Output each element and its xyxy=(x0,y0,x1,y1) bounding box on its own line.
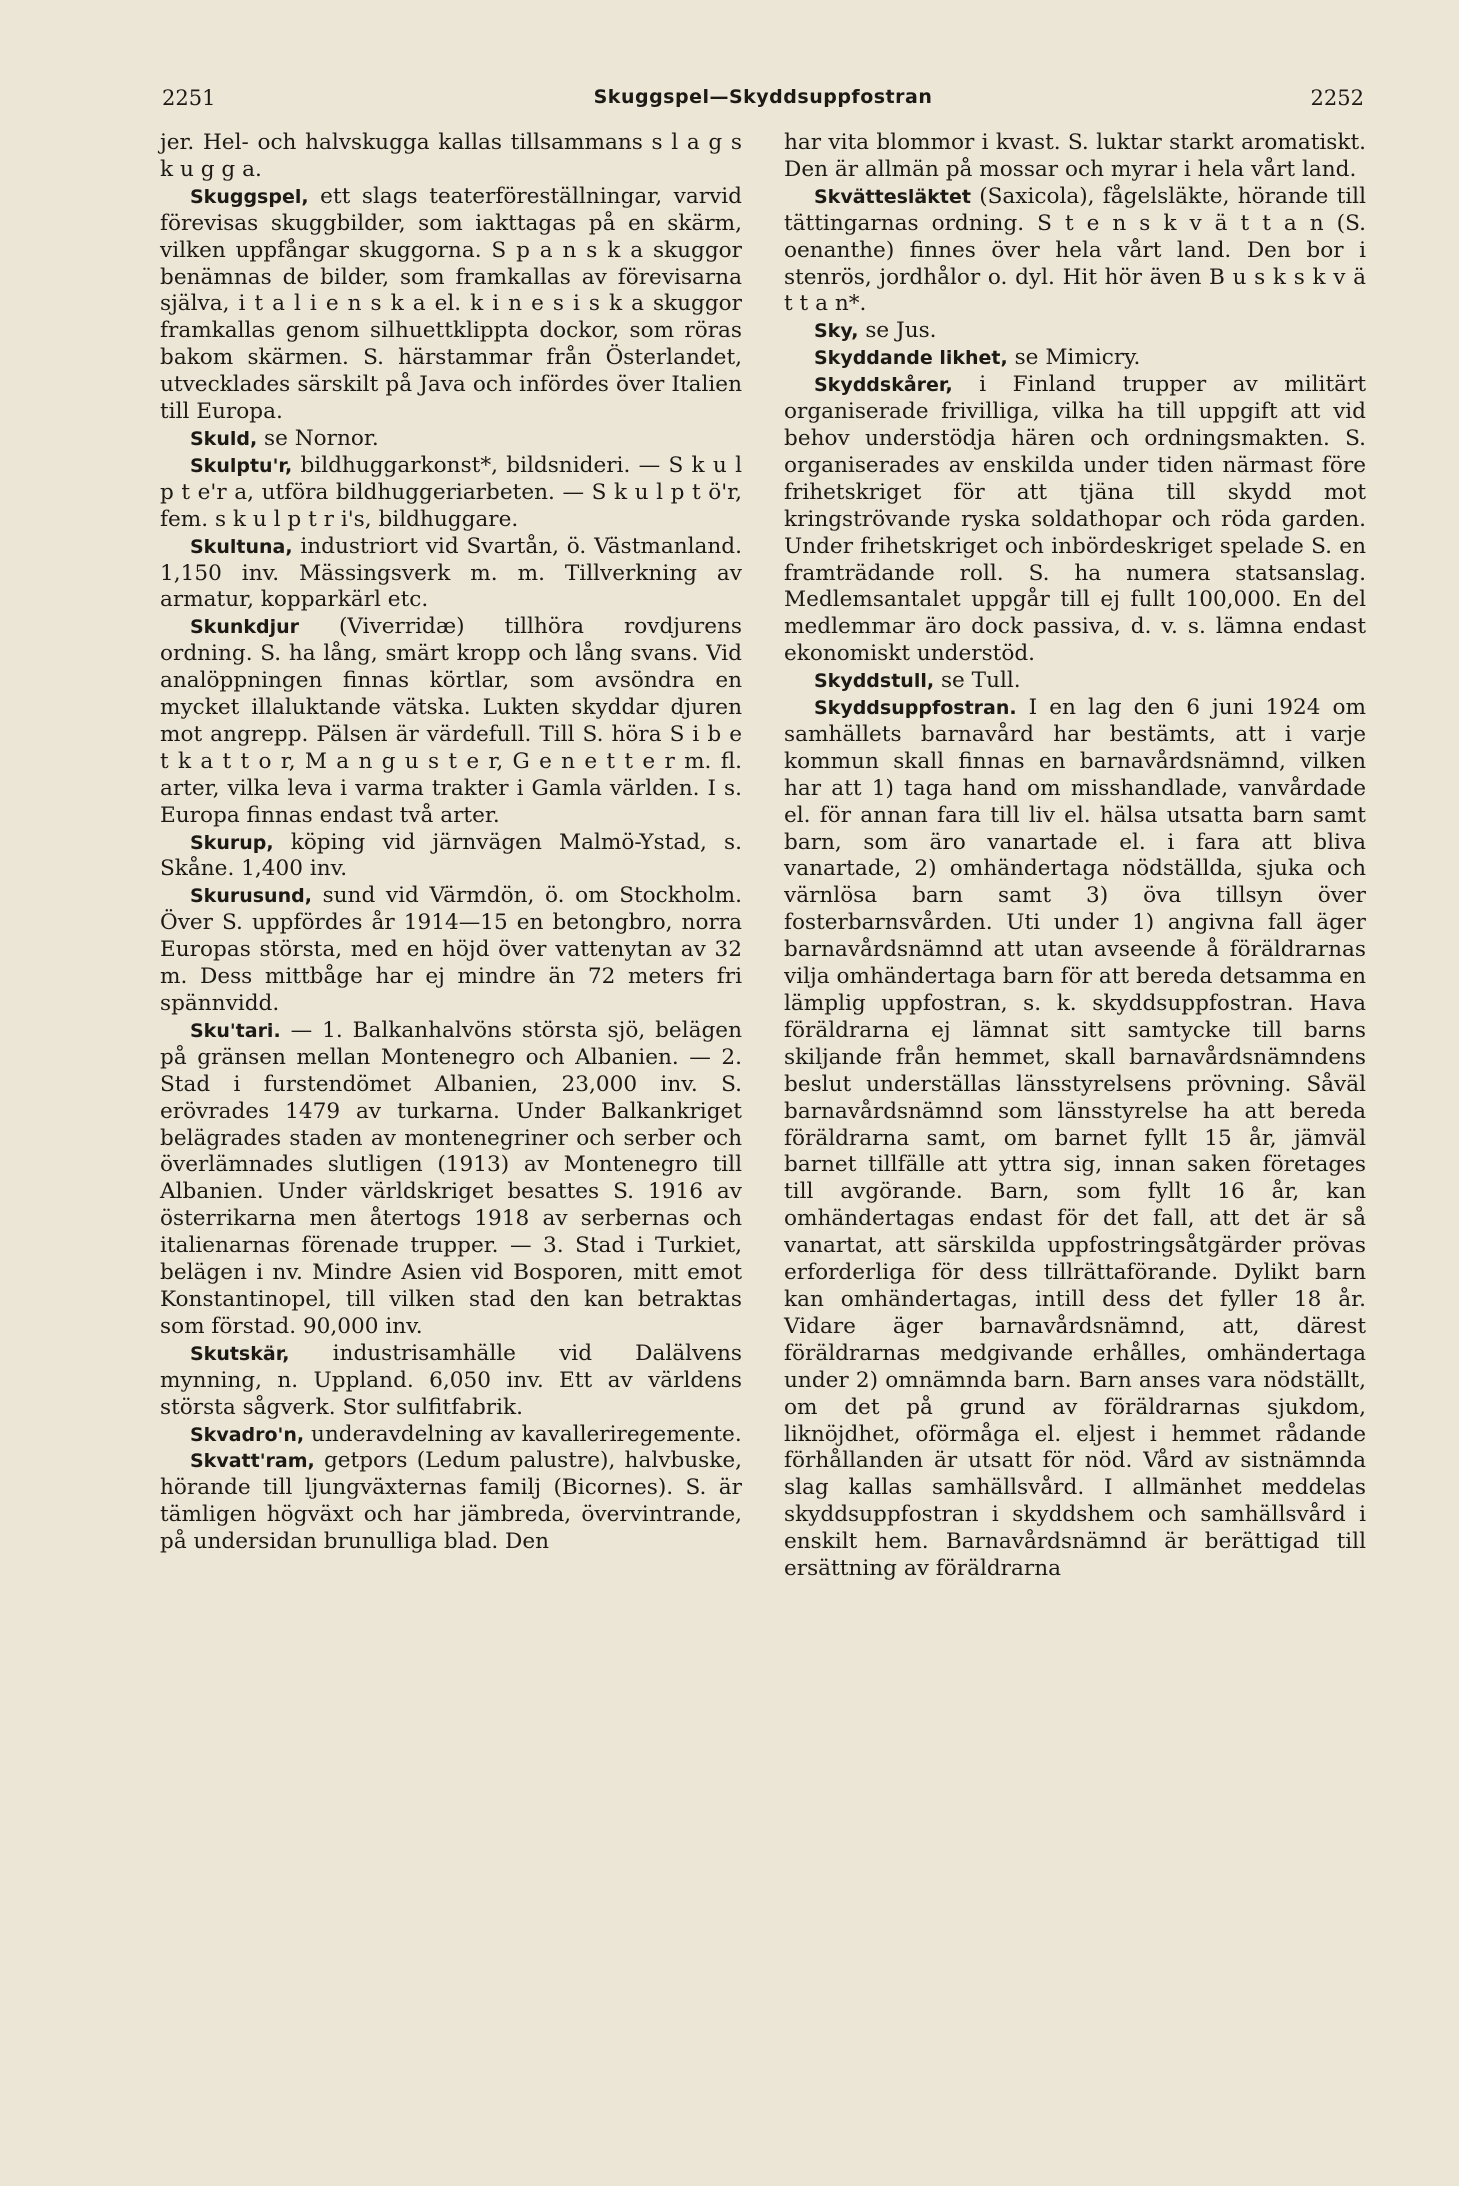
entry-headword: Skyddande likhet, xyxy=(814,347,1008,370)
entry-text: industriort vid Svartån, ö. Västmanland. 1,150 inv. Mässingsverk m. m. Tillverkning av armatur, kopparkärl etc. xyxy=(160,533,742,613)
entry-text: getpors (Ledum palustre), halvbuske, hörande till ljungväxternas familj (Bicornes). S. är tämligen högväxt och har jämbreda, övervintrande, på undersidan brunulliga blad. Den xyxy=(160,1448,742,1555)
entry-text: köping vid järnvägen Malmö-Ystad, s. Skåne. 1,400 inv. xyxy=(160,829,742,882)
entry xyxy=(160,130,742,184)
page-header xyxy=(162,86,1364,126)
entry xyxy=(784,318,1366,345)
entry-headword: Skvättesläktet xyxy=(814,185,971,208)
entry xyxy=(160,1448,742,1556)
entry-headword: Sky, xyxy=(814,320,859,343)
entry xyxy=(160,184,742,426)
entry xyxy=(784,345,1366,372)
entry-text: — 1. Balkanhalvöns största sjö, belägen på gränsen mellan Montenegro och Albanien. — 2. Stad i furstendömet Albanien, 23,000 inv. S. erövrades 1479 av turkarna. Under Balkankriget belägrades staden av montenegriner och serber och överlämnades slutligen (1913) av Montenegro till Albanien. Under världskriget besattes S. 1916 av österrikarna men återtogs 1918 av serbernas och italienarnas förenade trupper. — 3. Stad i Turkiet, belägen i nv. Mindre Asien vid Bosporen, mitt emot Konstantinopel, till vilken stad den kan betraktas som förstad. 90,000 inv. xyxy=(160,1017,742,1339)
entry-headword: Skurusund, xyxy=(190,885,312,908)
entry xyxy=(784,130,1366,184)
entry-text: se Nornor. xyxy=(257,425,379,451)
entry-headword: Skyddskårer, xyxy=(814,374,953,397)
entry-headword: Skutskär, xyxy=(190,1342,290,1365)
running-title: Skuggspel—Skyddsuppfostran xyxy=(593,86,933,108)
entry-headword: Skyddstull, xyxy=(814,670,935,693)
entry-text: underavdelning av kavalleriregemente. xyxy=(304,1421,742,1447)
entry-text: (Viverridæ) tillhöra rovdjurens ordning. S. ha lång, smärt kropp och lång svans. Vid analöppningen finnas körtlar, som avsöndra en mycket illaluktande vätska. Lukten skyddar djuren mot angrepp. Pälsen är värdefull. Till S. höra S i b e t k a t t o r, M a n g u s t e r, G e n e t t e r m. fl. arter, vilka leva i varma trakter i Gamla världen. I s. Europa finnas endast två arter. xyxy=(160,614,742,828)
page-number-right: 2252 xyxy=(1310,86,1364,110)
entry-headword: Skyddsuppfostran. xyxy=(814,697,1017,720)
entry-text: ett slags teaterföreställningar, varvid förevisas skuggbilder, som iakttagas på en skärm, vilken uppfångar skuggorna. S p a n s k a skuggor benämnas de bilder, som framkallas av förevisarna själva, i t a l i e n s k a el. k i n e s i s k a skuggor framkallas genom silhuettklippta dockor, som röras bakom skärmen. S. härstammar från Österlandet, utvecklades särskilt på Java och infördes över Italien till Europa. xyxy=(160,183,742,425)
entry-text: se Tull. xyxy=(934,668,1021,694)
entry-text: bildhuggarkonst*, bildsnideri. — S k u l p t e'r a, utföra bildhuggeriarbeten. — S k u l p t ö'r, fem. s k u l p t r i's, bildhuggare. xyxy=(160,452,742,532)
entry xyxy=(160,1018,742,1341)
left-column xyxy=(160,130,742,1556)
entry-headword: Skulptu'r, xyxy=(190,454,293,477)
entry-text: sund vid Värmdön, ö. om Stockholm. Över S. uppfördes år 1914—15 en betongbro, norra Europas största, med en höjd över vattenytan av 32 m. Dess mittbåge har ej mindre än 72 meters fri spännvidd. xyxy=(160,883,742,1016)
entry xyxy=(784,372,1366,668)
entry-text: se Mimicry. xyxy=(1007,345,1141,371)
entry-headword: Skvadro'n, xyxy=(190,1423,305,1446)
entry xyxy=(160,534,742,615)
entry xyxy=(784,184,1366,319)
entry xyxy=(160,1422,742,1449)
entry-text: industrisamhälle vid Dalälvens mynning, n. Uppland. 6,050 inv. Ett av världens största sågverk. Stor sulfitfabrik. xyxy=(160,1340,742,1420)
entry-headword: Skvatt'ram, xyxy=(190,1450,315,1473)
entry-headword: Skurup, xyxy=(190,831,274,854)
entry xyxy=(160,426,742,453)
entry-headword: Sku'tari. xyxy=(190,1019,281,1042)
entry-text: har vita blommor i kvast. S. luktar starkt aromatiskt. Den är allmän på mossar och myrar i hela vårt land. xyxy=(784,130,1366,182)
entry-headword: Skuggspel, xyxy=(190,185,309,208)
entry-headword: Skuld, xyxy=(190,427,258,450)
entry xyxy=(160,614,742,829)
entry xyxy=(160,453,742,534)
entry xyxy=(160,1341,742,1422)
right-column xyxy=(784,130,1366,1583)
entry-text: i Finland trupper av militärt organiserade frivilliga, vilka ha till uppgift att vid behov understödja hären och ordningsmakten. S. organiserades av enskilda under tiden närmast före frihetskriget för att tjäna till skydd mot kringströvande ryska soldathopar och röda garden. Under frihetskriget och inbördeskriget spelade S. en framträdande roll. S. ha numera statsanslag. Medlemsantalet uppgår till ej fullt 100,000. En del medlemmar äro dock passiva, d. v. s. lämna endast ekonomiskt understöd. xyxy=(784,372,1366,667)
entry xyxy=(160,883,742,1018)
entry-text: (Saxicola), fågelsläkte, hörande till tättingarnas ordning. S t e n s k v ä t t a n (S. oenanthe) finnes över hela vårt land. Den bor i stenrös, jordhålor o. dyl. Hit hör även B u s k s k v ä t t a n*. xyxy=(784,183,1366,317)
entry xyxy=(784,695,1366,1583)
entry-headword: Skultuna, xyxy=(190,535,293,558)
page-number-left: 2251 xyxy=(162,86,216,110)
entry-headword: Skunkdjur xyxy=(190,616,300,639)
entry xyxy=(784,668,1366,695)
entry xyxy=(160,830,742,884)
entry-text: I en lag den 6 juni 1924 om samhällets barnavård har bestämts, att i varje kommun skall finnas en barnavårdsnämnd, vilken har att 1) taga hand om misshandlade, vanvårdade el. för annan fara till liv el. hälsa utsatta barn samt barn, som äro vanartade el. i fara att bliva vanartade, 2) omhändertaga nödställda, sjuka och värnlösa barn samt 3) öva tillsyn över fosterbarnsvården. Uti under 1) angivna fall äger barnavårdsnämnd att utan avseende å föräldrarnas vilja omhändertaga barn för att bereda detsamma en lämplig uppfostran, s. k. skyddsuppfostran. Hava föräldrarna ej lämnat sitt samtycke till barns skiljande från hemmet, skall barnavårdsnämndens beslut underställas länsstyrelsens prövning. Såväl barnavårdsnämnd som länsstyrelse ha att bereda föräldrarna samt, om barnet fyllt 15 år, jämväl barnet tillfälle att yttra sig, innan saken företages till avgörande. Barn, som fyllt 16 år, kan omhändertagas endast för det fall, att det är så vanartat, att särskilda uppfostringsåtgärder prövas erforderliga för dess tillrättaförande. Dylikt barn kan omhändertagas, intill dess det fyller 18 år. Vidare äger barnavårdsnämnd, att, därest föräldrarnas medgivande erhålles, omhändertaga under 2) omnämnda barn. Barn anses vara nödställt, om det på grund av föräldrarnas sjukdom, liknöjdhet, oförmåga el. eljest i hemmet rådande förhållanden är utsatt för nöd. Vård av sistnämnda slag kallas samhällsvård. I allmänhet meddelas skyddsuppfostran i skyddshem och samhällsvård i enskilt hem. Barnavårdsnämnd är berättigad till ersättning av föräldrarna xyxy=(784,695,1366,1582)
entry-text: se Jus. xyxy=(858,318,937,344)
entry-text: jer. Hel- och halvskugga kallas tillsammans s l a g s k u g g a. xyxy=(160,130,742,182)
